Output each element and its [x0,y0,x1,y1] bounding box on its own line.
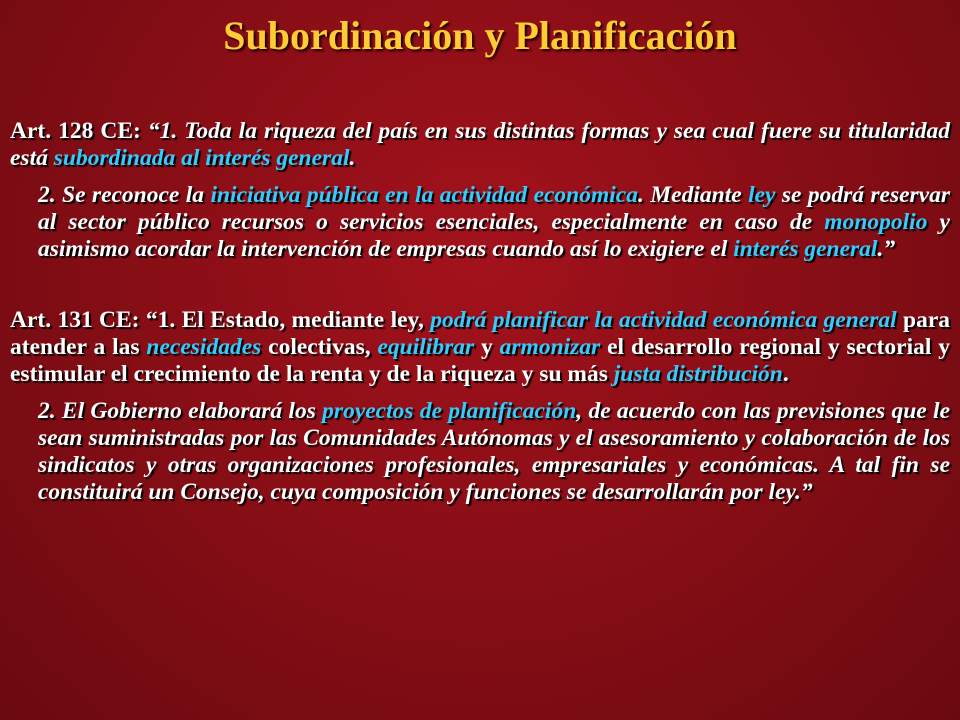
art128-p1-highlight-1: subordinada al interés general [53,145,350,171]
slide-title: Subordinación y Planificación [223,13,737,58]
art131-p1-text-4: y [474,334,500,360]
art131-label: Art. 131 CE: [10,307,140,333]
art131-p1-highlight-3: equilibrar [377,334,475,360]
art128-p2-highlight-2: ley [748,182,776,208]
slide-body [10,118,950,506]
art131-p1-highlight-5: justa distribución [613,361,783,387]
art131-p2-text-1: 2. El Gobierno elaborará los [38,398,323,424]
art128-p2-text-2: . Mediante [638,182,749,208]
art131-p1-text-5: el desarrollo regional y sectorial y estimular el crecimiento de la renta y de la riqueza y su más [10,334,951,387]
art131-p1-text-2: para atender a las [10,307,950,360]
art128-p2-highlight-3: monopolio [824,209,928,235]
art128-p2-text-3: se podrá reservar al sector público recursos o servicios esenciales, especialmente en caso de [38,182,951,235]
art131-p2-text-2: , de acuerdo con las previsiones que le sean suministradas por las Comunidades Autónomas y el asesoramiento y colaboración de los sindicatos y otras organizaciones profesionales, empresariales y económicas. A tal fin se constituirá un Consejo, cuya composición y funciones se desarrollarán por ley.” [38,398,951,505]
art128-p2-highlight-1: iniciativa pública en la actividad económica [210,182,638,208]
art131-p1-highlight-1: podrá planificar la actividad económica general [430,307,897,333]
art128-p2-text-4: y asimismo acordar la intervención de empresas cuando así lo exigiere el [38,209,950,262]
art131-paragraph-1 [10,307,950,388]
art128-paragraph-1 [10,118,950,172]
art128-label: Art. 128 CE: [10,118,141,144]
art131-p1-highlight-2: necesidades [146,334,262,360]
art131-p1-highlight-4: armonizar [499,334,601,360]
art128-p2-highlight-4: interés general [733,236,878,262]
art131-paragraph-2 [10,398,950,506]
art131-p1-text-6: . [782,361,789,387]
art131-p1-text-1: “1. El Estado, mediante ley, [139,307,431,333]
art128-p2-text-5: .” [877,236,896,262]
art128-p2-text-1: 2. Se reconoce la [38,182,211,208]
art128-p1-text-1: “1. Toda la riqueza del país en sus distintas formas y sea cual fuere su titularidad está [10,118,950,171]
art128-paragraph-2 [10,182,950,263]
art128-p1-text-2: . [349,145,356,171]
art131-p2-highlight-1: proyectos de planificación [322,398,577,424]
art131-p1-text-3: colectivas, [261,334,378,360]
